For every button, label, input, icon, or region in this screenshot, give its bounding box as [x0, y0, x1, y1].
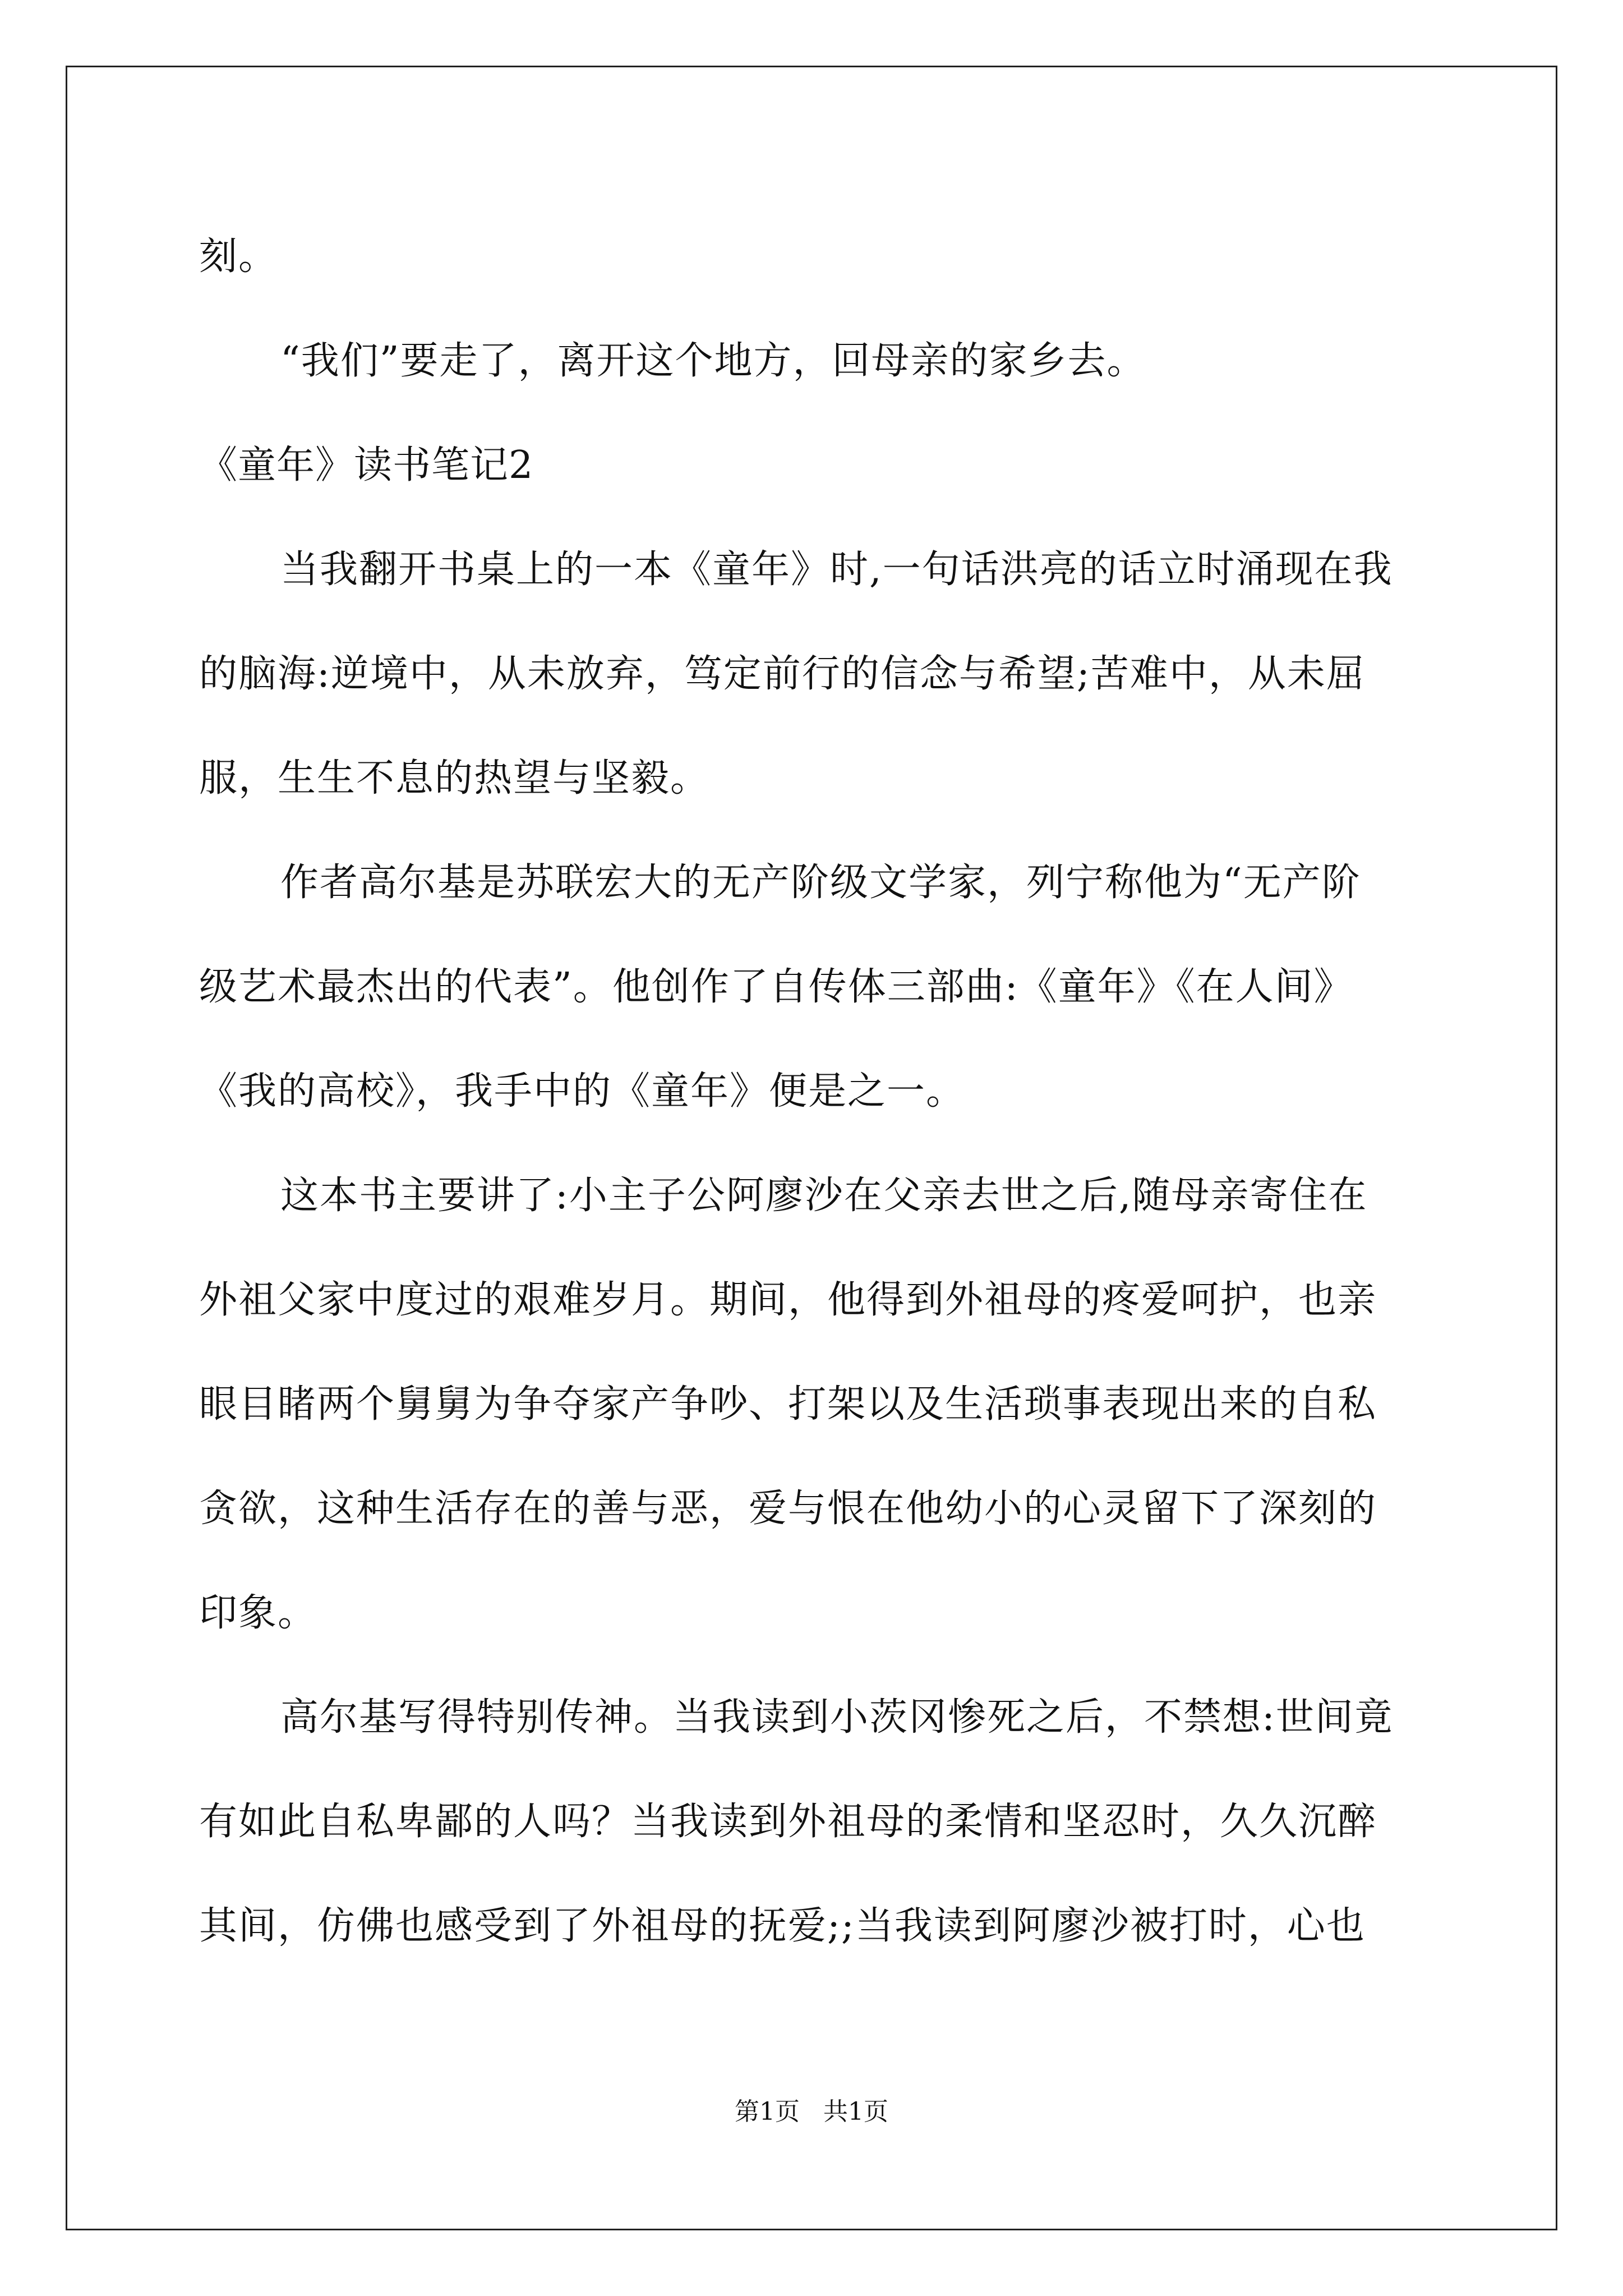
text-line: 《我的高校》，我手中的《童年》便是之一。 — [199, 1069, 966, 1114]
text-line: 眼目睹两个舅舅为争夺家产争吵、打架以及生活琐事表现出来的自私 — [199, 1382, 1377, 1427]
text-line: 服，生生不息的热望与坚毅。 — [199, 756, 710, 800]
text-line: 外祖父家中度过的艰难岁月。期间，他得到外祖母的疼爱呵护，也亲 — [199, 1278, 1377, 1322]
text-line: “我们”要走了，离开这个地方，回母亲的家乡去。 — [280, 339, 1146, 383]
text-line: 的脑海:逆境中，从未放弃，笃定前行的信念与希望;苦难中，从未屈 — [199, 652, 1366, 696]
document-body — [199, 205, 1424, 1978]
text-line: 级艺术最杰出的代表”。他创作了自传体三部曲:《童年》《在人间》 — [199, 965, 1353, 1009]
page-number-footer: 第1页 共1页 — [735, 2097, 888, 2126]
text-line: 当我翻开书桌上的一本《童年》时,一句话洪亮的话立时涌现在我 — [280, 547, 1393, 592]
text-line: 刻。 — [199, 234, 278, 279]
text-line: 贪欲，这种生活存在的善与恶，爱与恨在他幼小的心灵留下了深刻的 — [199, 1487, 1377, 1531]
text-line: 其间，仿佛也感受到了外祖母的抚爱;;当我读到阿廖沙被打时，心也 — [199, 1904, 1366, 1948]
text-line: 有如此自私卑鄙的人吗？当我读到外祖母的柔情和坚忍时，久久沉醉 — [199, 1800, 1377, 1844]
text-line: 印象。 — [199, 1591, 317, 1635]
text-line: 作者高尔基是苏联宏大的无产阶级文学家，列宁称他为“无产阶 — [280, 861, 1361, 905]
text-line: 这本书主要讲了:小主子公阿廖沙在父亲去世之后,随母亲寄住在 — [280, 1174, 1368, 1218]
section-heading: 《童年》读书笔记2 — [199, 443, 534, 487]
text-line: 高尔基写得特别传神。当我读到小茨冈惨死之后，不禁想:世间竟 — [280, 1695, 1394, 1740]
